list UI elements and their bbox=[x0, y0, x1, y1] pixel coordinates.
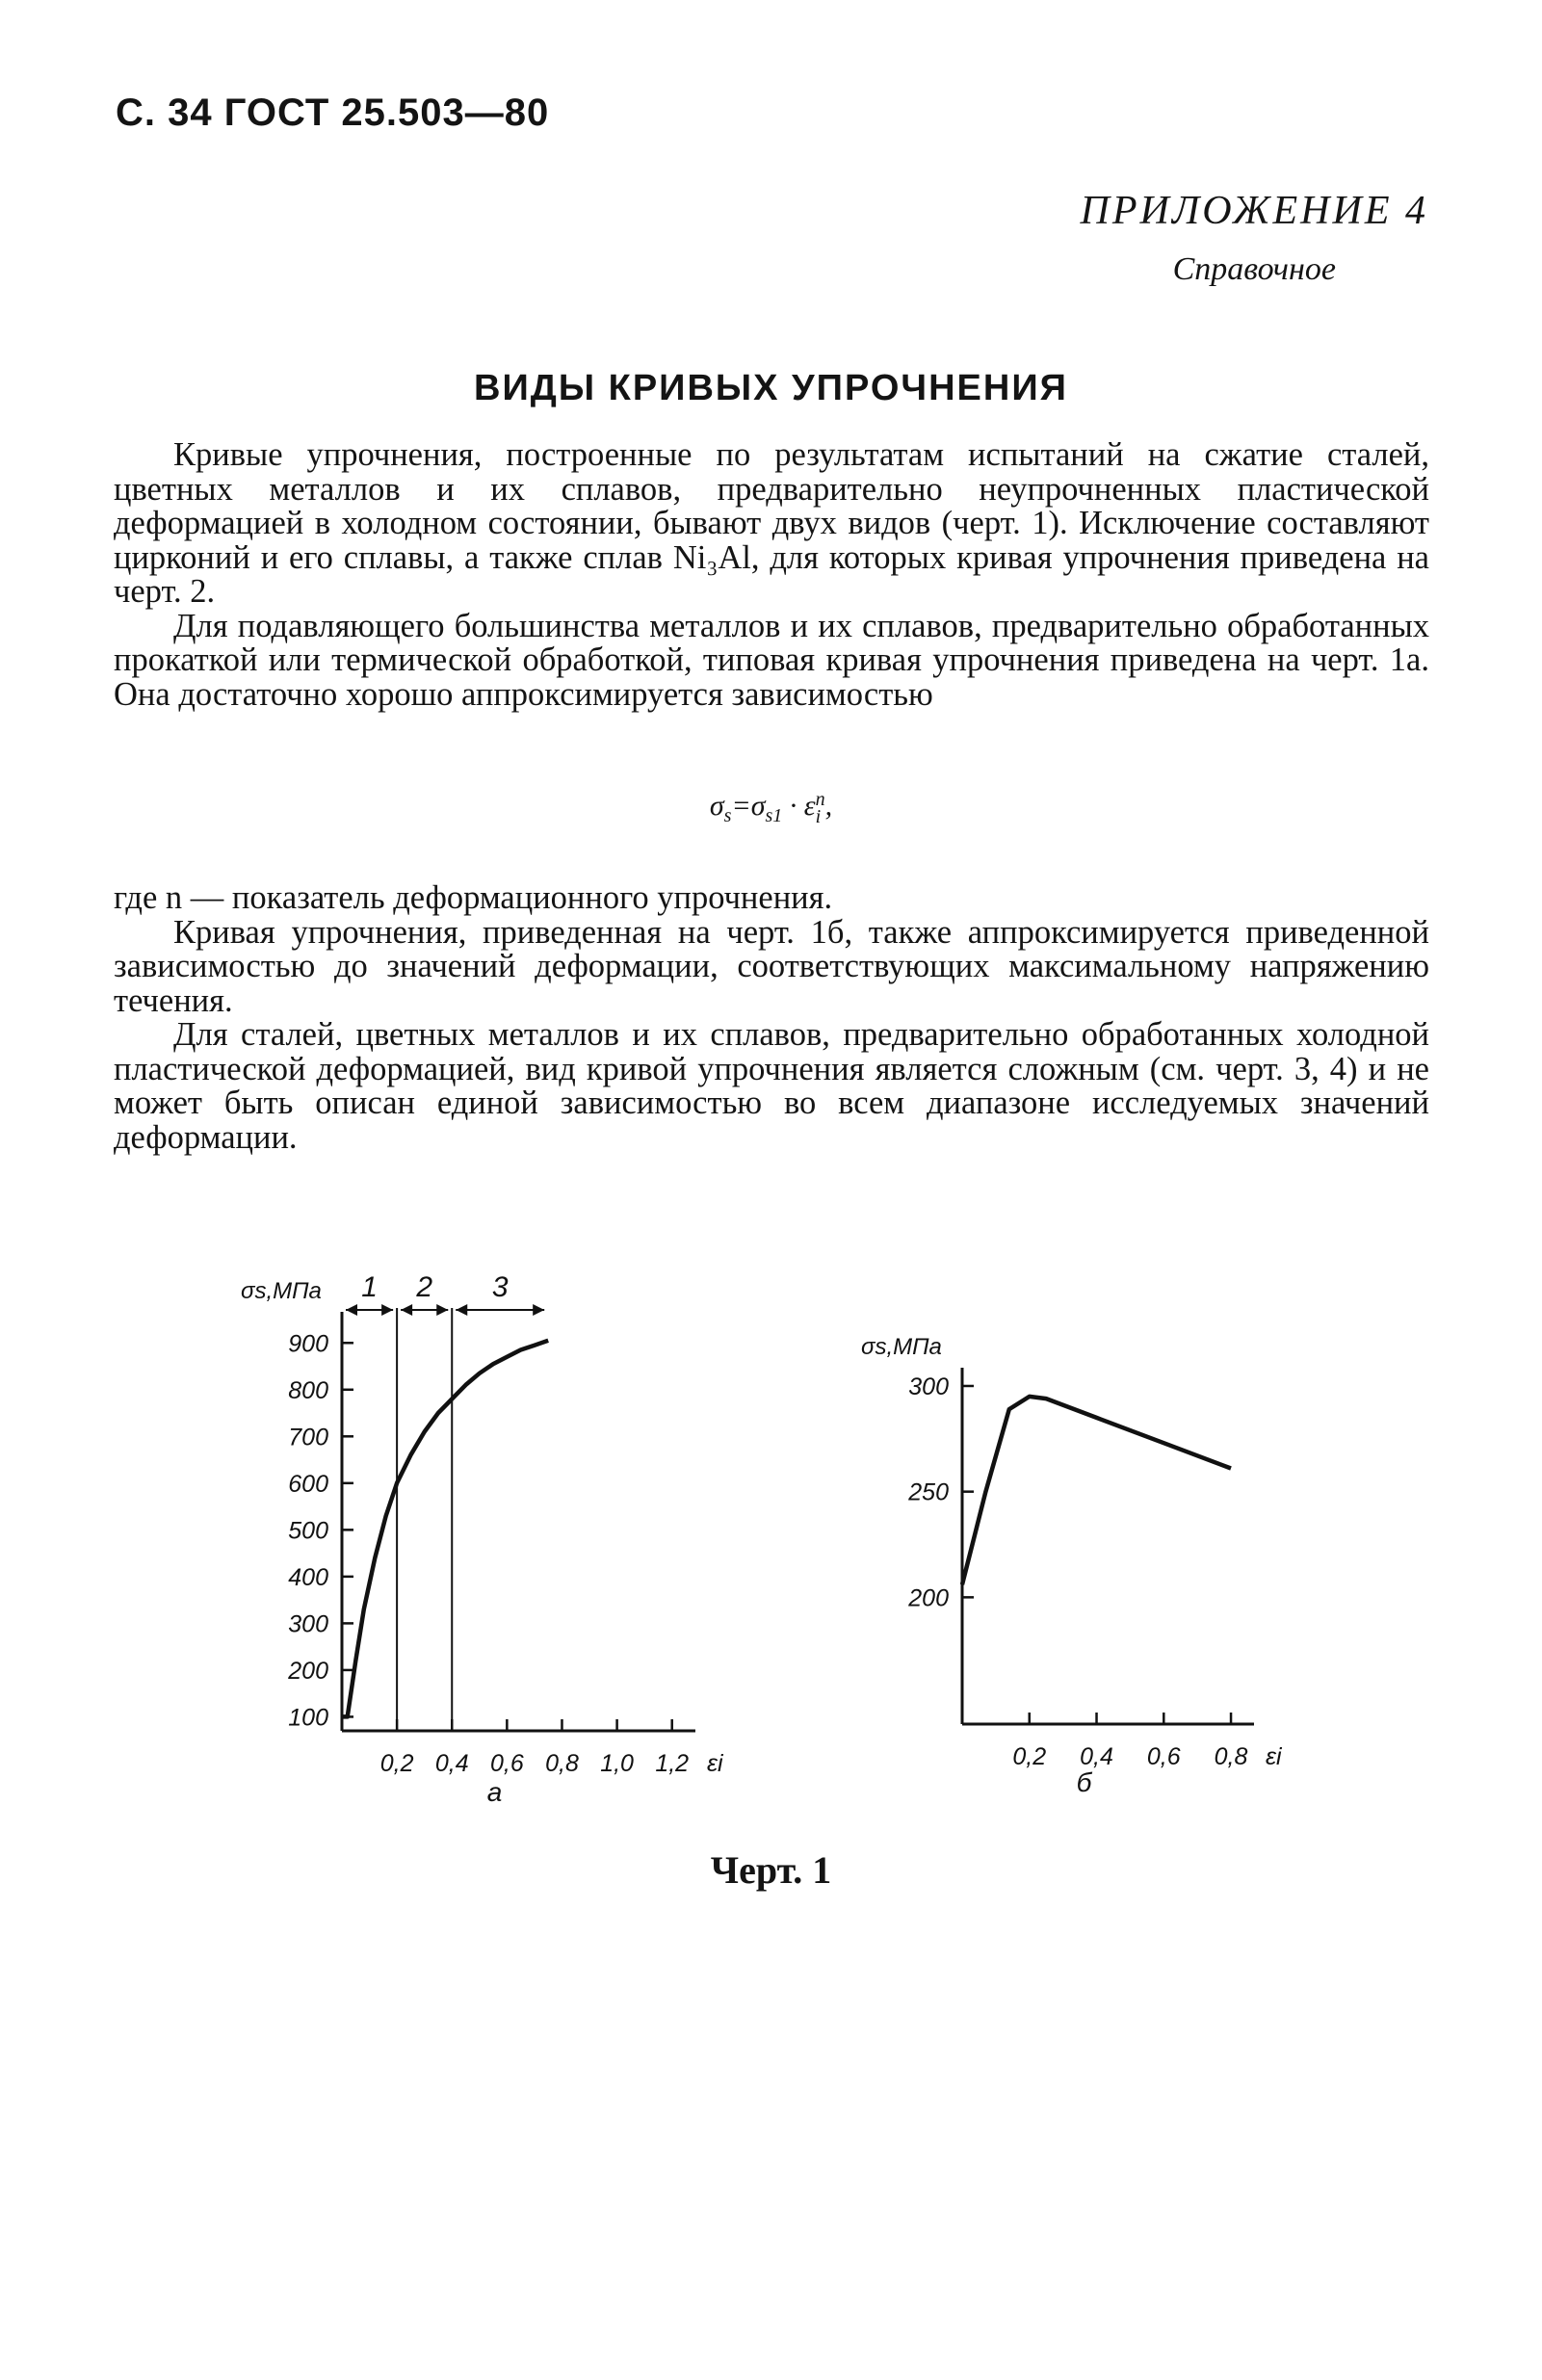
formula-symbol: · bbox=[789, 790, 797, 822]
section-title: ВИДЫ КРИВЫХ УПРОЧНЕНИЯ bbox=[474, 368, 1068, 408]
y-tick-label: 300 bbox=[908, 1373, 949, 1400]
region-arrowhead bbox=[401, 1304, 412, 1316]
y-tick-label: 300 bbox=[288, 1610, 328, 1638]
formula-symbol: ε bbox=[803, 790, 816, 822]
region-label: 3 bbox=[491, 1271, 509, 1303]
figure-caption: Черт. 1 bbox=[710, 1848, 832, 1892]
chart-b bbox=[861, 1334, 1283, 1797]
paragraph: Для сталей, цветных металлов и их сплавов, предварительно обработанных холодной пластической деформацией, вид кривой упрочнения является сложным (см. черт. 3, 4) и не может быть описан единой зависимостью во всем диапазоне исследуемых значений деформации. bbox=[114, 1016, 1429, 1156]
x-tick-label: 0,4 bbox=[434, 1750, 469, 1777]
y-tick-label: 100 bbox=[288, 1704, 328, 1732]
paragraph: где n — показатель деформационного упрочнения. bbox=[114, 879, 833, 916]
formula-subscript: s1 bbox=[765, 805, 783, 826]
formula-symbol: σ bbox=[750, 790, 766, 822]
appendix-title: ПРИЛОЖЕНИЕ 4 bbox=[1080, 189, 1428, 233]
y-tick-label: 400 bbox=[288, 1563, 328, 1591]
region-arrowhead bbox=[533, 1304, 544, 1316]
paragraph: Для подавляющего большинства металлов и их сплавов, предварительно обработанных прокаткой или термической обработкой, типовая кривая упрочнения приведена на черт. 1а. Она достаточно хорошо аппроксимируется зависимостью bbox=[114, 607, 1429, 713]
region-label: 1 bbox=[361, 1271, 378, 1303]
chart-a bbox=[241, 1271, 724, 1807]
y-axis-label: σs,МПа bbox=[861, 1334, 942, 1360]
region-arrowhead bbox=[381, 1304, 393, 1316]
formula-symbol: , bbox=[824, 790, 833, 822]
paragraph: Кривая упрочнения, приведенная на черт. 1б, также аппроксимируется приведенной зависимостью до значений деформации, соответствующих максимальному напряжению течения. bbox=[114, 913, 1429, 1019]
appendix-subtitle: Справочное bbox=[1172, 251, 1336, 287]
x-tick-label: 0,8 bbox=[545, 1750, 579, 1777]
series-line bbox=[962, 1397, 1231, 1584]
chart-label: б bbox=[1076, 1767, 1092, 1797]
formula-symbol: = bbox=[731, 790, 751, 822]
region-arrowhead bbox=[346, 1304, 357, 1316]
x-tick-label: 0,2 bbox=[379, 1750, 414, 1777]
region-arrowhead bbox=[436, 1304, 448, 1316]
y-tick-label: 200 bbox=[288, 1657, 328, 1685]
x-tick-label: 0,2 bbox=[1012, 1743, 1047, 1770]
y-tick-label: 600 bbox=[288, 1470, 328, 1498]
x-tick-label: 1,2 bbox=[655, 1750, 690, 1777]
x-axis-label: εi bbox=[707, 1750, 723, 1777]
x-tick-label: 0,8 bbox=[1214, 1743, 1248, 1770]
y-tick-label: 500 bbox=[288, 1517, 328, 1545]
x-tick-label: 1,0 bbox=[600, 1750, 634, 1777]
y-tick-label: 800 bbox=[288, 1376, 328, 1404]
y-tick-label: 250 bbox=[908, 1478, 949, 1506]
page-header: С. 34 ГОСТ 25.503—80 bbox=[116, 92, 550, 134]
series-line bbox=[342, 1341, 548, 1717]
region-arrowhead bbox=[456, 1304, 467, 1316]
formula-subscript: i bbox=[815, 806, 822, 828]
chart-label: а bbox=[486, 1777, 503, 1807]
region-label: 2 bbox=[416, 1271, 433, 1303]
x-tick-label: 0,6 bbox=[1146, 1743, 1181, 1770]
paragraph: Кривые упрочнения, построенные по результатам испытаний на сжатие сталей, цветных металлов и их сплавов, предварительно неупрочненных пластической деформацией в холодном состоянии, бывают двух видов (черт. 1). Исключение составляют цирконий и его сплавы, а также сплав Ni₃Al, для которых кривая упрочнения приведена на черт. 2. bbox=[114, 436, 1429, 610]
formula-symbol: σ bbox=[709, 790, 724, 822]
y-tick-label: 900 bbox=[288, 1330, 328, 1358]
x-tick-label: 0,4 bbox=[1080, 1743, 1113, 1770]
x-tick-label: 0,6 bbox=[489, 1750, 524, 1777]
y-tick-label: 700 bbox=[288, 1424, 328, 1452]
y-axis-label: σs,МПа bbox=[241, 1278, 322, 1304]
formula-subscript: s bbox=[723, 805, 732, 826]
y-tick-label: 200 bbox=[908, 1584, 949, 1612]
formula-superscript: n bbox=[815, 789, 825, 811]
x-axis-label: εi bbox=[1266, 1743, 1282, 1770]
